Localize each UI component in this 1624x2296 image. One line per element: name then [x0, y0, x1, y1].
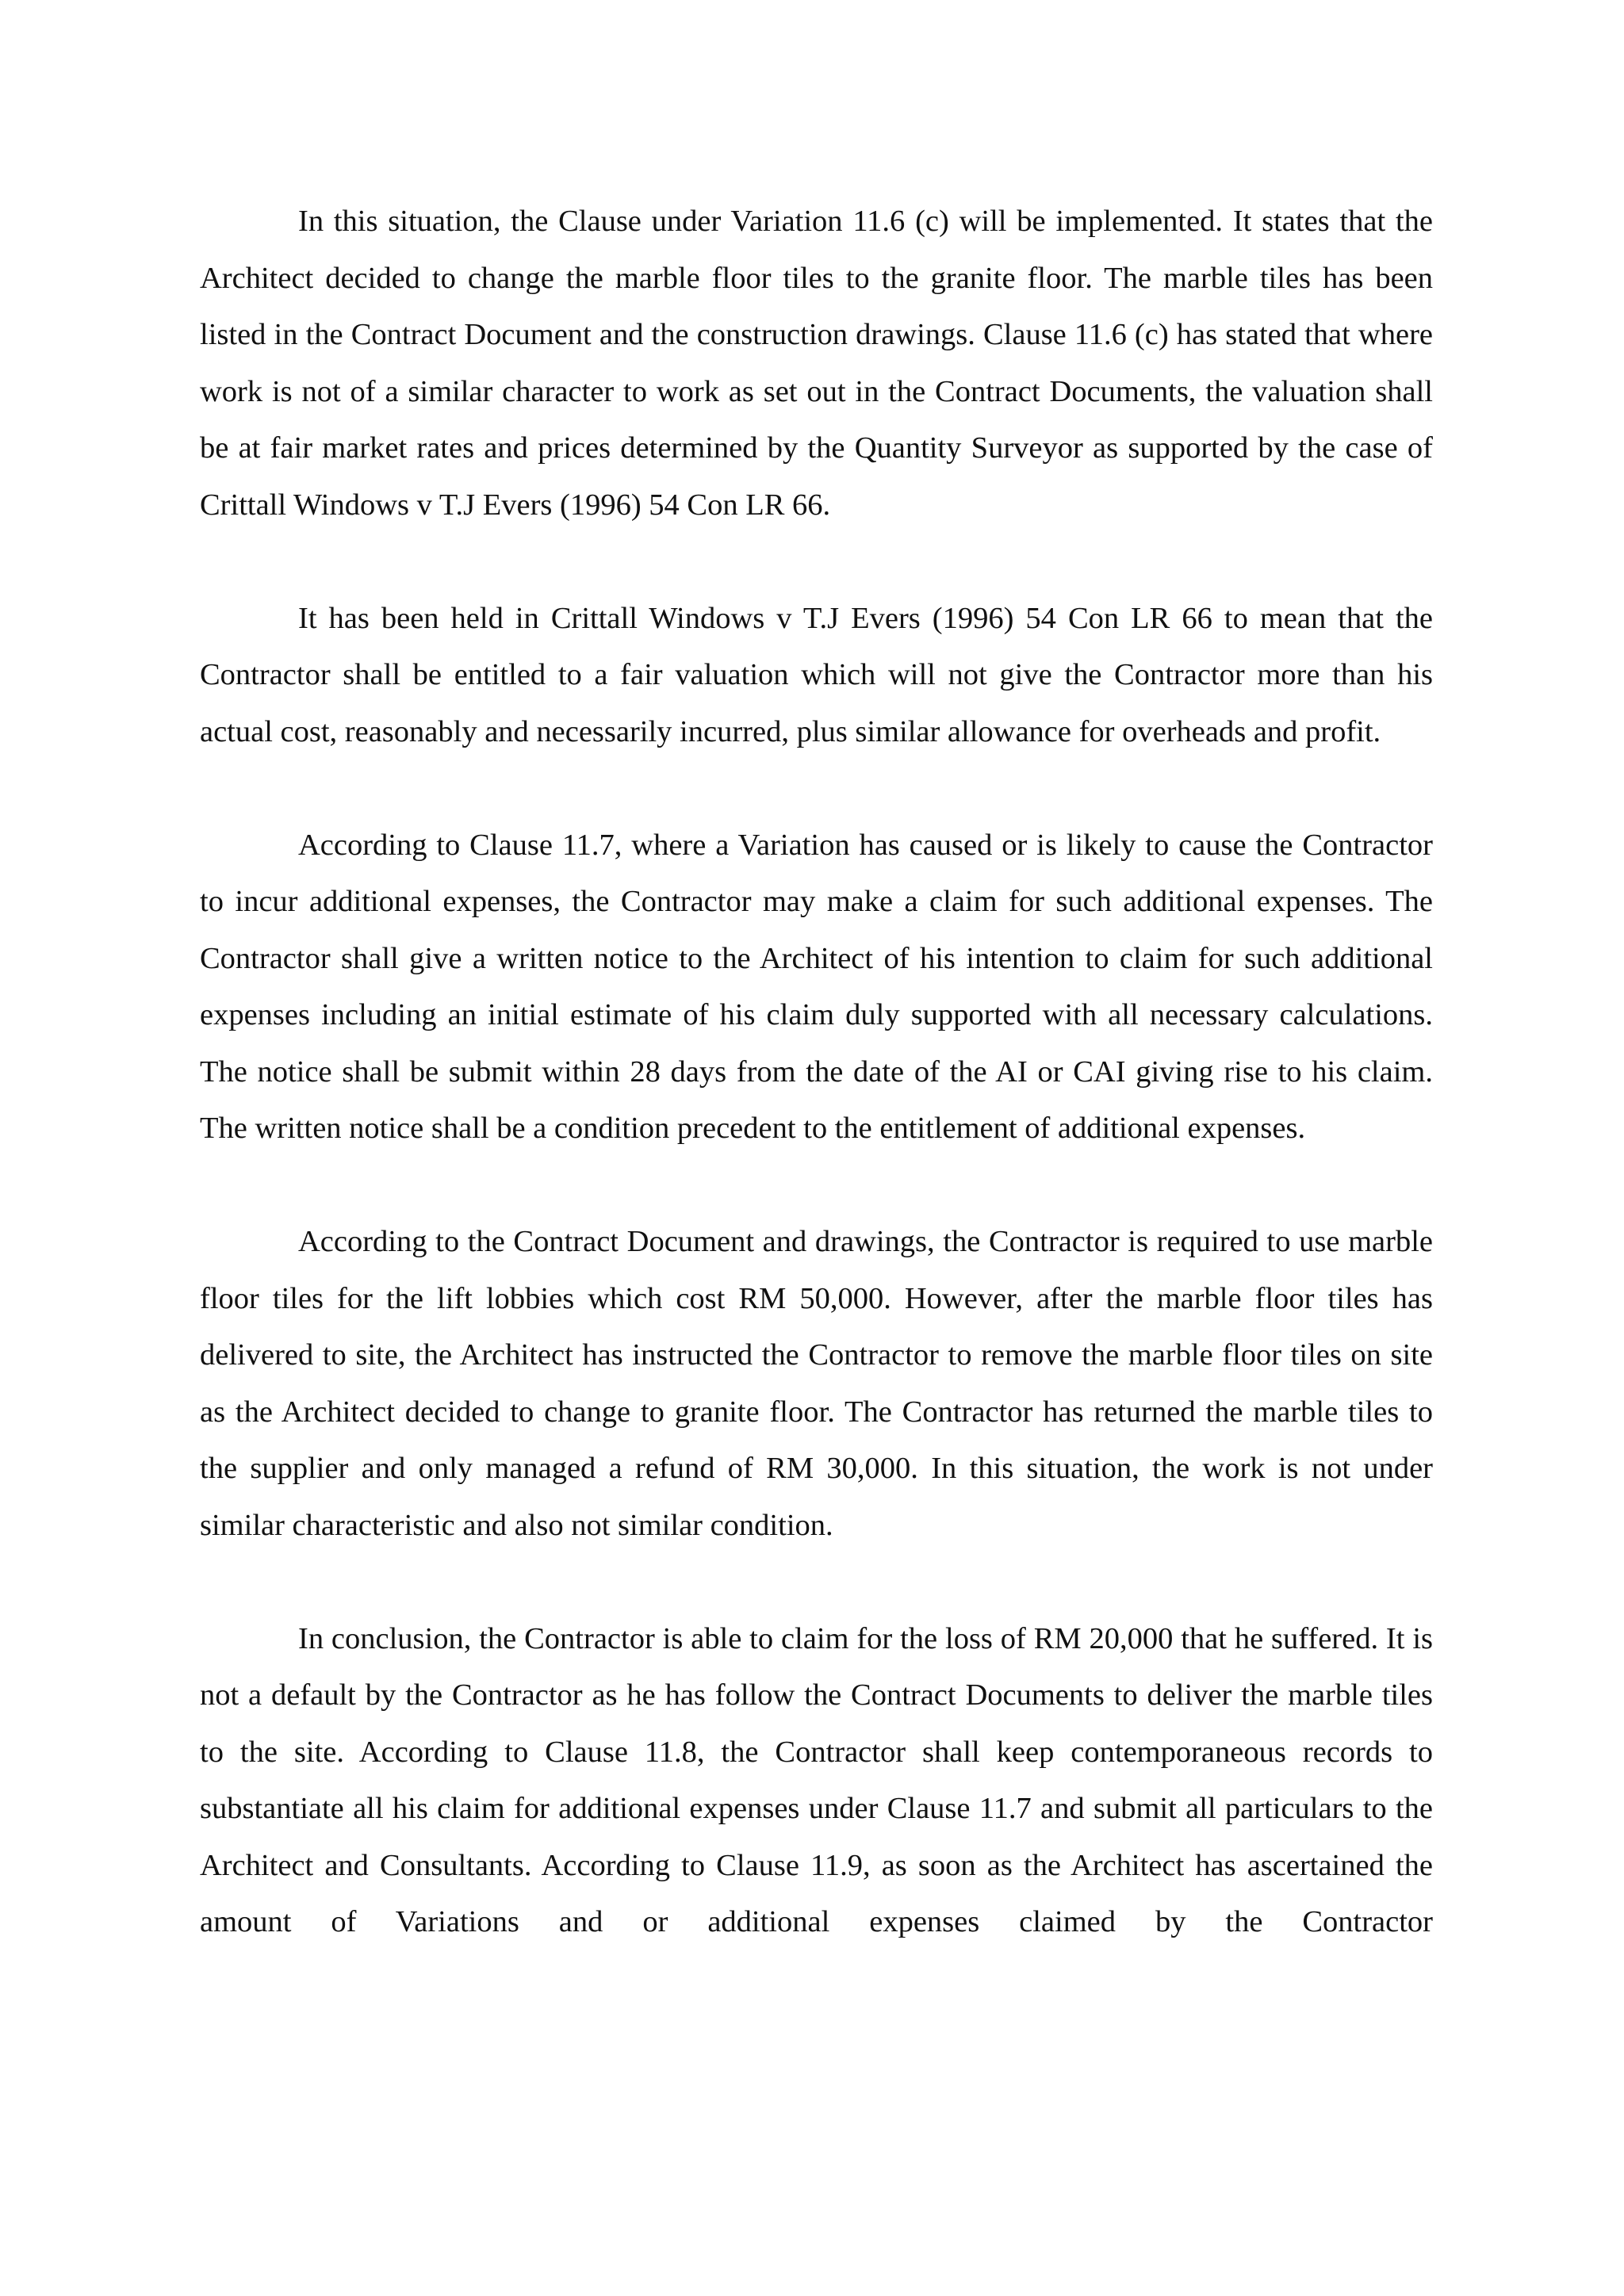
paragraph-marble-tiles-situation: According to the Contract Document and drawings, the Contractor is required to use marble floor tiles for the lift lobbies which cost RM 50,000. However, after the marble floor tiles has delivered to site, the Architect has instructed the Contractor to remove the marble floor tiles on site as the Architect decided to change to granite floor. The Contractor has returned the marble tiles to the supplier and only managed a refund of RM 30,000. In this situation, the work is not under similar characteristic and also not similar condition.: [200, 1225, 1433, 1542]
paragraph-crittall-windows-case: It has been held in Crittall Windows v T.J Evers (1996) 54 Con LR 66 to mean that the Contractor shall be entitled to a fair valuation which will not give the Contractor more than his actual cost, reasonably and necessarily incurred, plus similar allowance for overheads and profit.: [200, 601, 1433, 748]
document-body: [200, 193, 1433, 1951]
paragraph-variation-clause-11-6c: In this situation, the Clause under Variation 11.6 (c) will be implemented. It states that the Architect decided to change the marble floor tiles to the granite floor. The marble tiles has been listed in the Contract Document and the construction drawings. Clause 11.6 (c) has stated that where work is not of a similar character to work as set out in the Contract Documents, the valuation shall be at fair market rates and prices determined by the Quantity Surveyor as supported by the case of Crittall Windows v T.J Evers (1996) 54 Con LR 66.: [200, 205, 1433, 522]
paragraph-conclusion: In conclusion, the Contractor is able to claim for the loss of RM 20,000 that he suffered. It is not a default by the Contractor as he has follow the Contract Documents to deliver the marble tiles to the site. According to Clause 11.8, the Contractor shall keep contemporaneous records to substantiate all his claim for additional expenses under Clause 11.7 and submit all particulars to the Architect and Consultants. According to Clause 11.9, as soon as the Architect has ascertained the amount of Variations and or additional expenses claimed by the Contractor: [200, 1621, 1433, 1938]
paragraph-clause-11-7-additional-expenses: According to Clause 11.7, where a Variation has caused or is likely to cause the Contractor to incur additional expenses, the Contractor may make a claim for such additional expenses. The Contractor shall give a written notice to the Architect of his intention to claim for such additional expenses including an initial estimate of his claim duly supported with all necessary calculations. The notice shall be submit within 28 days from the date of the AI or CAI giving rise to his claim. The written notice shall be a condition precedent to the entitlement of additional expenses.: [200, 828, 1433, 1145]
